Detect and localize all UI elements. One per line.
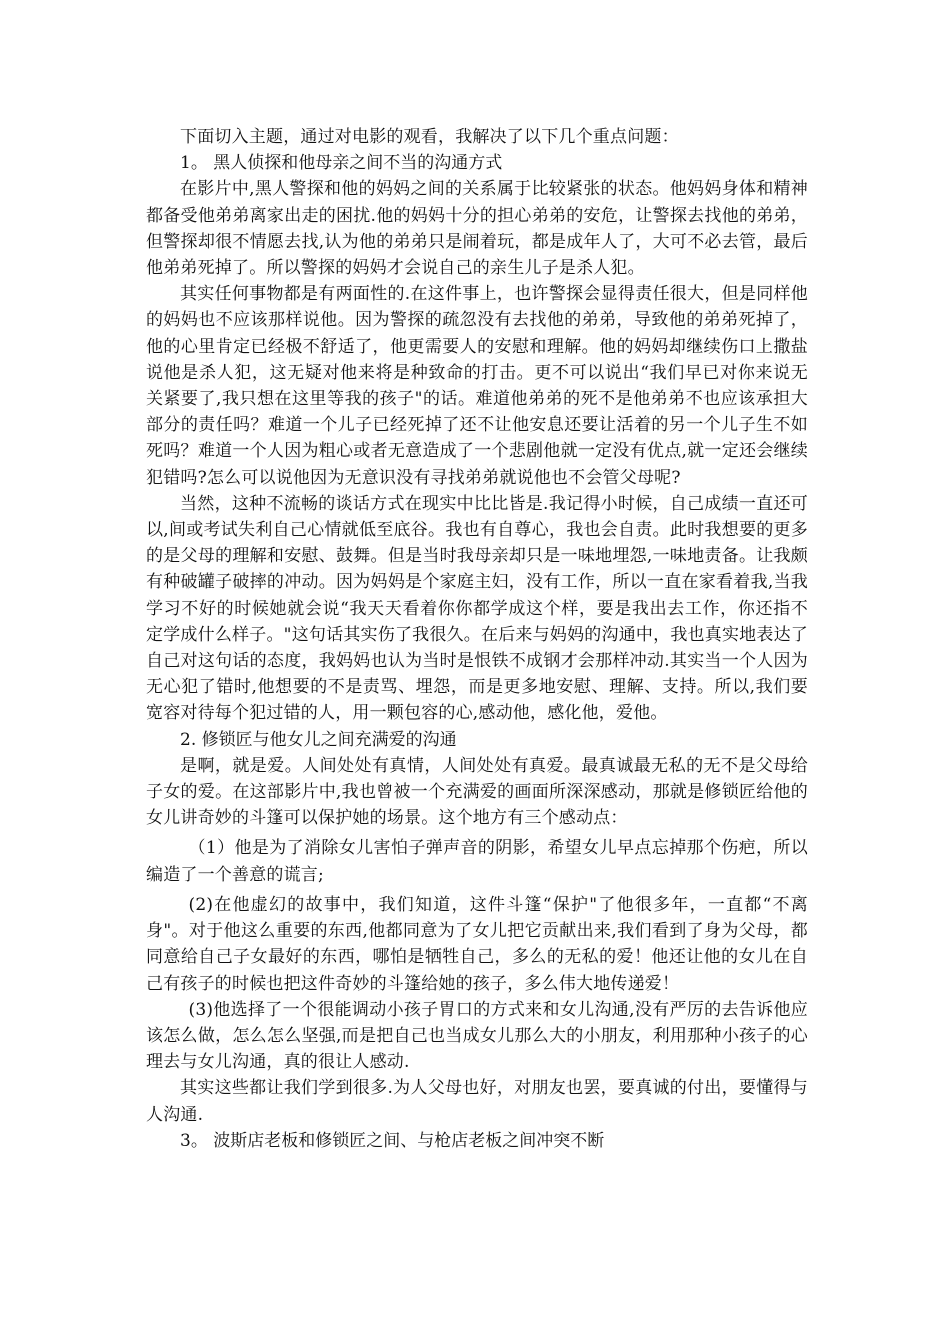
section-2-closing: 其实这些都让我们学到很多.为人父母也好，对朋友也罢，要真诚的付出，要懂得与人沟通.: [146, 1078, 808, 1125]
section-2-heading: 2. 修锁匠与他女儿之间充满爱的沟通: [180, 729, 457, 750]
section-1-paragraph-3: 当然，这种不流畅的谈话方式在现实中比比皆是.我记得小时候，自己成绩一直还可以,间或考试失利自己心情就低至底谷。我也有自尊心，我也会自责。此时我想要的更多的是父母的理解和安慰、鼓舞。但是当时我母亲却只是一味地埋怨,一味地责备。让我颇有种破罐子破摔的冲动。因为妈妈是个家庭主妇，没有工作，所以一直在家看着我,当我学习不好的时候她就会说“我天天看着你你都学成这个样，要是我出去工作，你还指不定学成什么样子。"这句话其实伤了我很久。在后来与妈妈的沟通中，我也真实地表达了自己对这句话的态度，我妈妈也认为当时是恨铁不成钢才会那样冲动.其实当一个人因为无心犯了错时,他想要的不是责骂、埋怨，而是更多地安慰、理解、支持。所以,我们要宽容对待每个犯过错的人，用一颗包容的心,感动他，感化他，爱他。: [146, 493, 808, 724]
intro-paragraph: 下面切入主题，通过对电影的观看，我解决了以下几个重点问题：: [180, 127, 679, 147]
section-3-heading: 3。 波斯店老板和修锁匠之间、与枪店老板之间冲突不断: [180, 1130, 605, 1151]
section-2-point-2: (2)在他虚幻的故事中，我们知道，这件斗篷“保护"了他很多年，一直都“不离身"。对于他这么重要的东西,他都同意为了女儿把它贡献出来,我们看到了身为父母，都同意给自己子女最好的东西，哪怕是牺牲自己，多么的无私的爱！他还让他的女儿在自己有孩子的时候也把这件奇妙的斗篷给她的孩子，多么伟大地传递爱！: [146, 894, 808, 994]
section-1-heading: 1。 黑人侦探和他母亲之间不当的沟通方式: [180, 153, 503, 174]
section-2-point-3: (3)他选择了一个很能调动小孩子胃口的方式来和女儿沟通,没有严厉的去告诉他应该怎么做，怎么怎么坚强,而是把自己也当成女儿那么大的小朋友，利用那种小孩子的心理去与女儿沟通，真的很让人感动.: [146, 999, 808, 1073]
section-2-point-1: （1）他是为了消除女儿害怕子弹声音的阴影，希望女儿早点忘掉那个伤疤，所以编造了一个善意的谎言;: [146, 838, 808, 885]
document-body: [146, 124, 808, 1154]
section-2-paragraph-1: 是啊，就是爱。人间处处有真情，人间处处有真爱。最真诚最无私的无不是父母给子女的爱。在这部影片中,我也曾被一个充满爱的画面所深深感动，那就是修锁匠给他的女儿讲奇妙的斗篷可以保护她的场景。这个地方有三个感动点：: [146, 755, 808, 829]
section-1-paragraph-2: 其实任何事物都是有两面性的.在这件事上，也许警探会显得责任很大，但是同样他的妈妈也不应该那样说他。因为警探的疏忽没有去找他的弟弟，导致他的弟弟死掉了，他的心里肯定已经极不舒适了，他更需要人的安慰和理解。他的妈妈却继续伤口上撒盐说他是杀人犯，这无疑对他来将是种致命的打击。更不可以说出“我们早已对你来说无关紧要了,我只想在这里等我的孩子"的话。难道他弟弟的死不是他弟弟不也应该承担大部分的责任吗？难道一个儿子已经死掉了还不让他安息还要让活着的另一个儿子生不如死吗？难道一个人因为粗心或者无意造成了一个悲剧他就一定没有优点,就一定还会继续犯错吗?怎么可以说他因为无意识没有寻找弟弟就说他也不会管父母呢?: [146, 284, 808, 488]
section-1-paragraph-1: 在影片中,黑人警探和他的妈妈之间的关系属于比较紧张的状态。他妈妈身体和精神都备受他弟弟离家出走的困扰.他的妈妈十分的担心弟弟的安危，让警探去找他的弟弟，但警探却很不情愿去找,认为他的弟弟只是闹着玩，都是成年人了，大可不必去管，最后他弟弟死掉了。所以警探的妈妈才会说自己的亲生儿子是杀人犯。: [146, 179, 808, 279]
